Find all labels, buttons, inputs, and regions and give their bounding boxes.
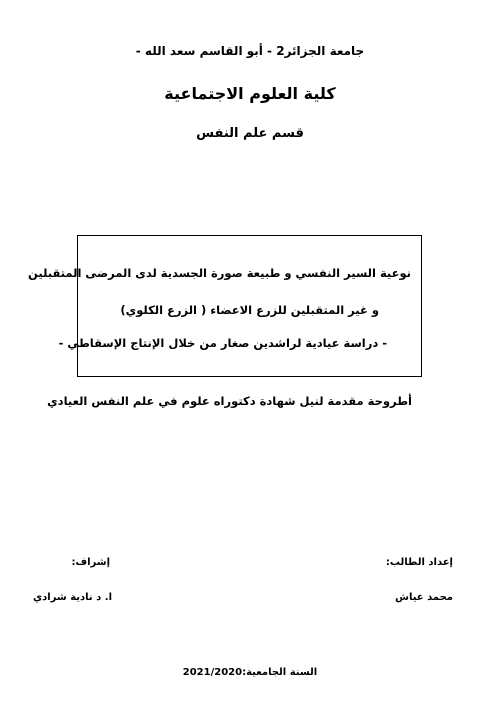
university-name: جامعة الجزائر2 - أبو القاسم سعد الله -	[135, 44, 365, 58]
supervisor-name: ا. د نادية شرادي	[32, 592, 112, 603]
student-name: محمد عياش	[395, 592, 453, 603]
faculty-name: كلية العلوم الاجتماعية	[164, 84, 336, 103]
thesis-statement: أطروحة مقدمة لنيل شهادة دكتوراه علوم في علم النفس العيادي	[47, 394, 412, 408]
department-name: قسم علم النفس	[196, 126, 304, 141]
thesis-title-box	[28, 235, 422, 377]
thesis-title-line-1: نوعية السير النفسي و طبيعة صورة الجسدية لدى المرضى المتقبلين	[28, 266, 411, 280]
thesis-subtitle: - دراسة عيادية لراشدين صغار من خلال الإنتاج الإسقاطي -	[58, 336, 387, 350]
student-label: إعداد الطالب:	[385, 557, 453, 568]
academic-year: السنة الجامعية:2021/2020	[182, 667, 318, 678]
supervisor-label: إشراف:	[71, 557, 110, 568]
thesis-title-line-2: و غير المتقبلين للزرع الاعضاء ( الزرع الكلوي)	[120, 303, 379, 317]
